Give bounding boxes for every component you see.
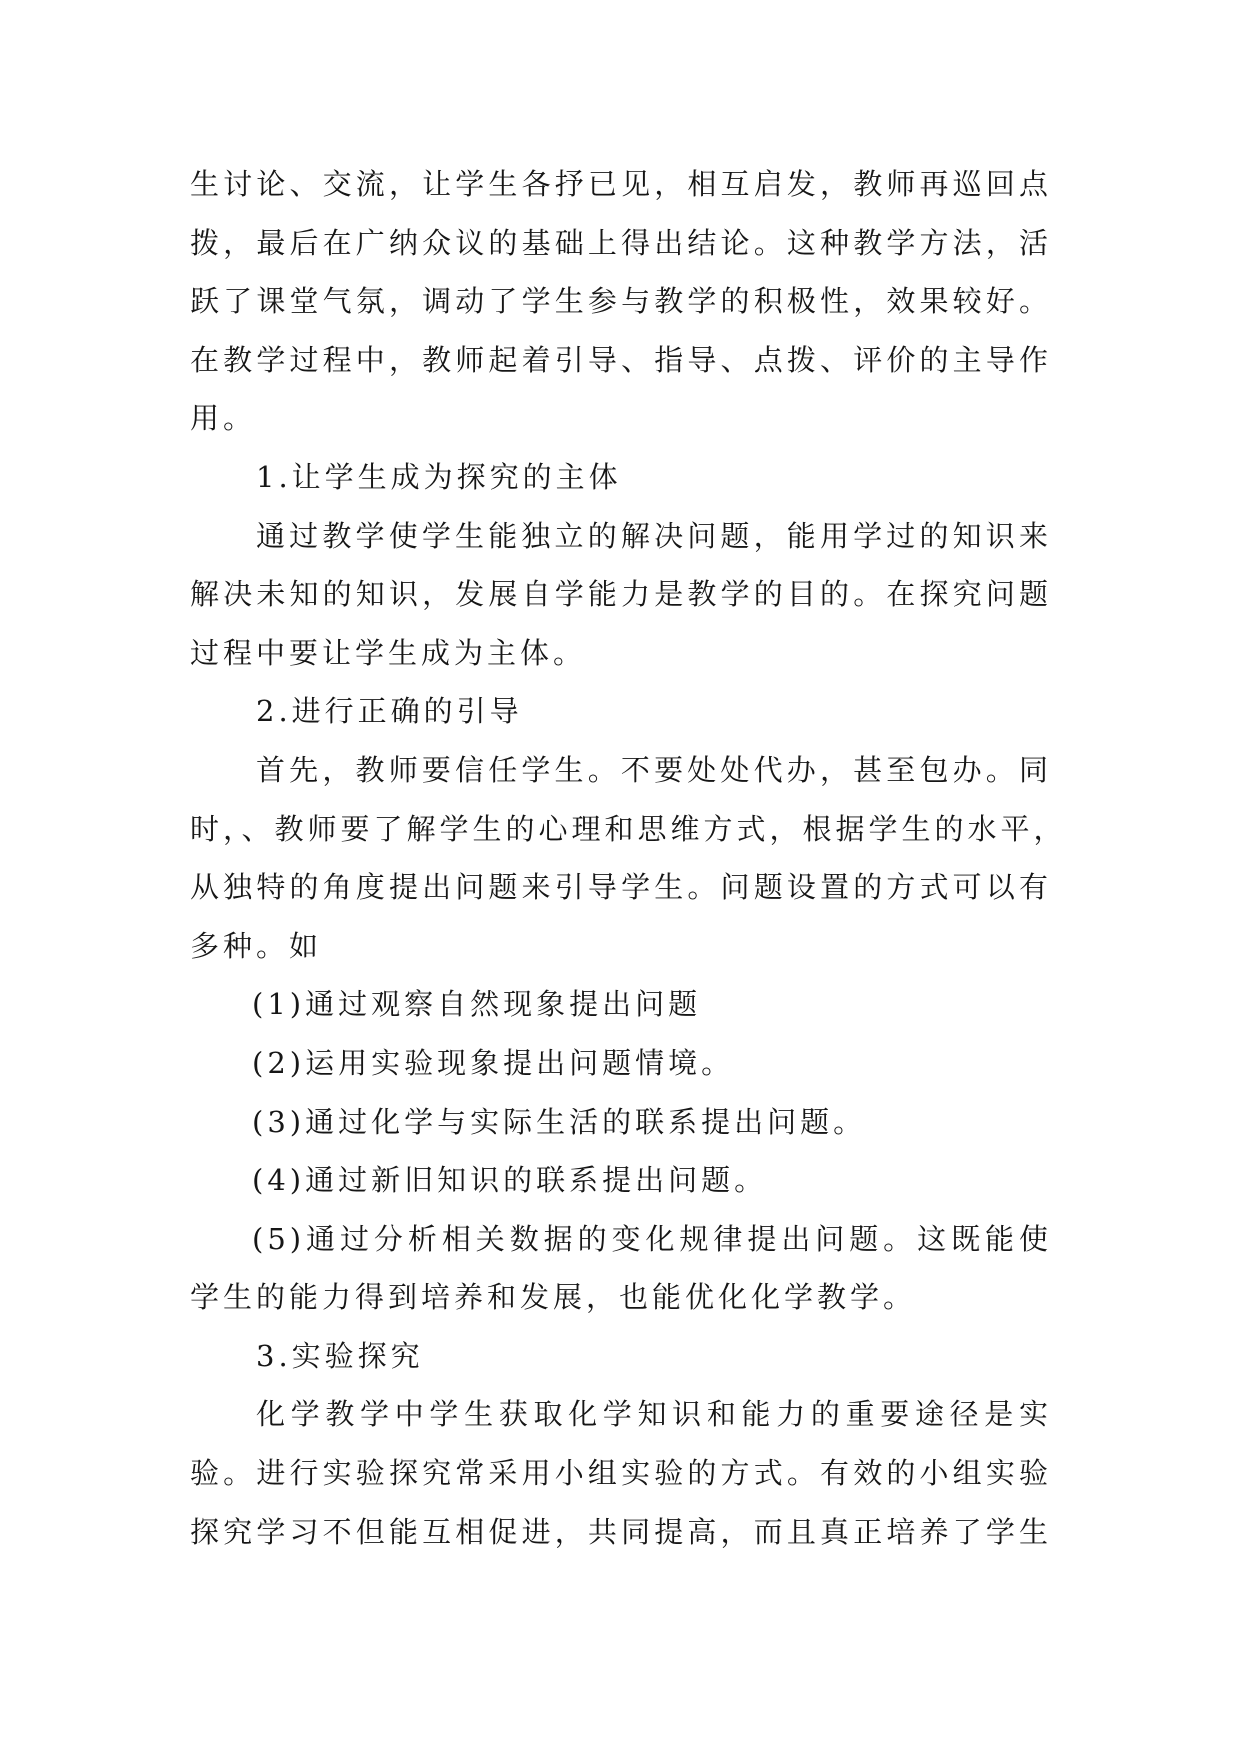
document-body xyxy=(190,155,1067,1561)
paragraph-line: 用。 xyxy=(190,401,257,436)
paragraph-line: 化学教学中学生获取化学知识和能力的重要途径是实 xyxy=(256,1397,1052,1432)
paragraph xyxy=(190,507,1052,683)
list-item xyxy=(190,1151,1052,1210)
list-item-text: (5)通过分析相关数据的变化规律提出问题。这既能使 xyxy=(252,1221,1052,1256)
list-item xyxy=(190,1034,1052,1093)
list-item xyxy=(190,1093,1052,1152)
paragraph-line: 多种。如 xyxy=(190,928,323,963)
list-item xyxy=(190,975,1052,1034)
list-item-text: (3)通过化学与实际生活的联系提出问题。 xyxy=(252,1104,867,1139)
paragraph-line: 通过教学使学生能独立的解决问题，能用学过的知识来 xyxy=(256,518,1052,553)
paragraph-line: 过程中要让学生成为主体。 xyxy=(190,635,587,670)
paragraph xyxy=(190,1385,1052,1561)
list-item-text: (2)运用实验现象提出问题情境。 xyxy=(252,1045,735,1080)
paragraph-line: 生讨论、交流，让学生各抒已见，相互启发，教师再巡回点 xyxy=(190,167,1052,201)
paragraph-line: 从独特的角度提出问题来引导学生。问题设置的方式可以有 xyxy=(190,870,1052,905)
section-heading-text: 3.实验探究 xyxy=(256,1338,424,1373)
paragraph-line: 时，、教师要了解学生的心理和思维方式，根据学生的水平， xyxy=(190,811,1067,846)
paragraph-line: 跃了课堂气氛，调动了学生参与教学的积极性，效果较好。 xyxy=(190,284,1052,319)
paragraph-line: 解决未知的知识，发展自学能力是教学的目的。在探究问题 xyxy=(190,577,1052,612)
paragraph-line: 探究学习不但能互相促进，共同提高，而且真正培养了学生 xyxy=(190,1514,1052,1549)
paragraph-line: 拨，最后在广纳众议的基础上得出结论。这种教学方法，活 xyxy=(190,225,1052,260)
list-item-text: 学生的能力得到培养和发展，也能优化化学教学。 xyxy=(190,1280,917,1315)
list-item-text: (4)通过新旧知识的联系提出问题。 xyxy=(252,1163,768,1198)
paragraph-line: 在教学过程中，教师起着引导、指导、点拨、评价的主导作 xyxy=(190,342,1052,377)
list-item xyxy=(190,1210,1052,1327)
section-heading-text: 1.让学生成为探究的主体 xyxy=(256,459,622,494)
paragraph xyxy=(190,741,1067,975)
section-heading-text: 2.进行正确的引导 xyxy=(256,694,523,729)
paragraph-line: 验。进行实验探究常采用小组实验的方式。有效的小组实验 xyxy=(190,1456,1052,1491)
section-heading xyxy=(190,682,1052,741)
paragraph xyxy=(190,155,1052,448)
section-heading xyxy=(190,1327,1052,1386)
section-heading xyxy=(190,448,1052,507)
list-item-text: (1)通过观察自然现象提出问题 xyxy=(252,987,702,1022)
paragraph-line: 首先，教师要信任学生。不要处处代办，甚至包办。同 xyxy=(256,752,1052,787)
